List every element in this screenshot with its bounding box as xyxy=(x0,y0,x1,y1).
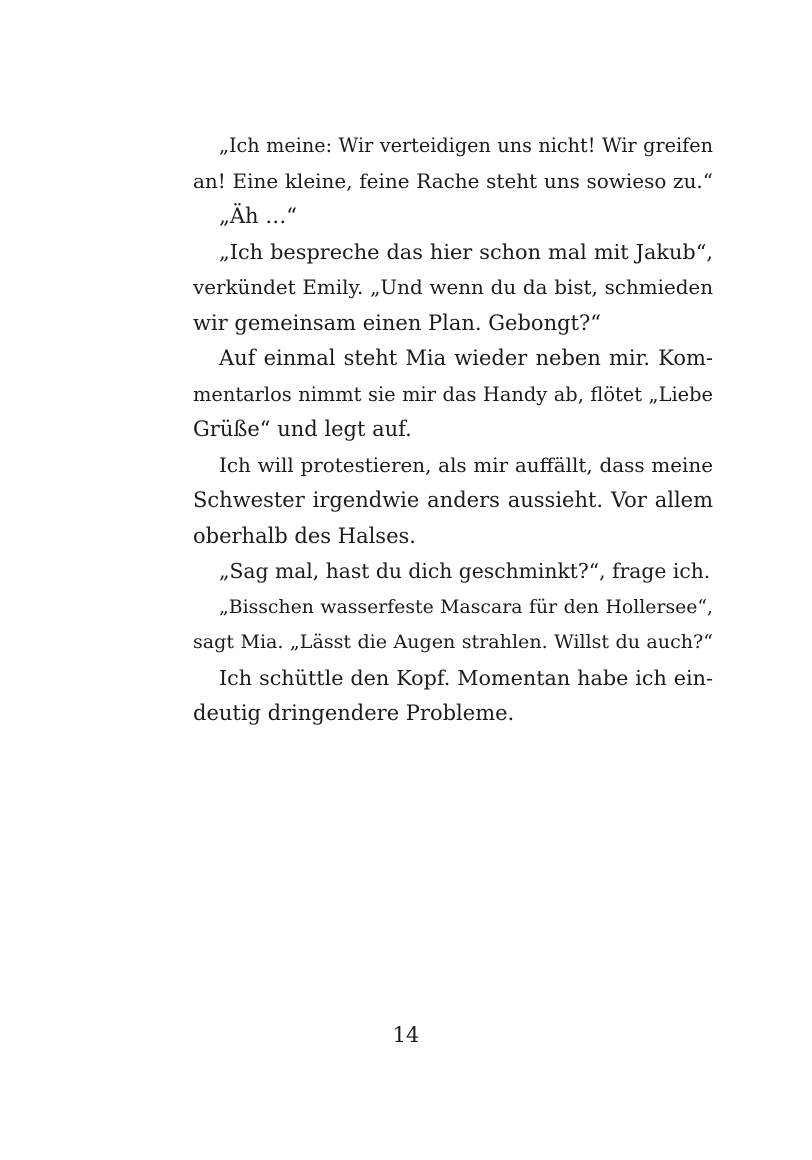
text-line: mentarlos nimmt sie mir das Handy ab, flötet „Liebe xyxy=(193,382,713,406)
text-line: „Ich bespreche das hier schon mal mit Jakub“, xyxy=(219,239,713,264)
text-line: an! Eine kleine, feine Rache steht uns sowieso zu.“ xyxy=(193,168,713,193)
body-text xyxy=(193,128,713,732)
text-line: oberhalb des Halses. xyxy=(193,523,416,548)
text-line: „Ich meine: Wir verteidigen uns nicht! Wir greifen xyxy=(219,134,713,157)
text-line: Schwester irgendwie anders aussieht. Vor allem xyxy=(193,488,713,512)
text-line: Ich will protestieren, als mir auffällt, dass meine xyxy=(219,453,713,477)
text-line: Grüße“ und legt auf. xyxy=(193,417,412,441)
text-line: wir gemeinsam einen Plan. Gebongt?“ xyxy=(193,310,601,335)
text-line: „Bisschen wasserfeste Mascara für den Hollersee“, xyxy=(219,596,713,618)
text-line: „Äh …“ xyxy=(219,204,297,228)
text-line: Ich schüttle den Kopf. Momentan habe ich ein- xyxy=(219,665,713,690)
text-line: deutig dringendere Probleme. xyxy=(193,701,515,725)
text-line: sagt Mia. „Lässt die Augen strahlen. Willst du auch?“ xyxy=(193,631,713,653)
text-line: verkündet Emily. „Und wenn du da bist, schmieden xyxy=(193,276,713,299)
text-line: Auf einmal steht Mia wieder neben mir. Kom- xyxy=(219,346,713,370)
page-number: 14 xyxy=(392,1023,420,1047)
text-line: „Sag mal, hast du dich geschminkt?“, frage ich. xyxy=(219,559,711,583)
